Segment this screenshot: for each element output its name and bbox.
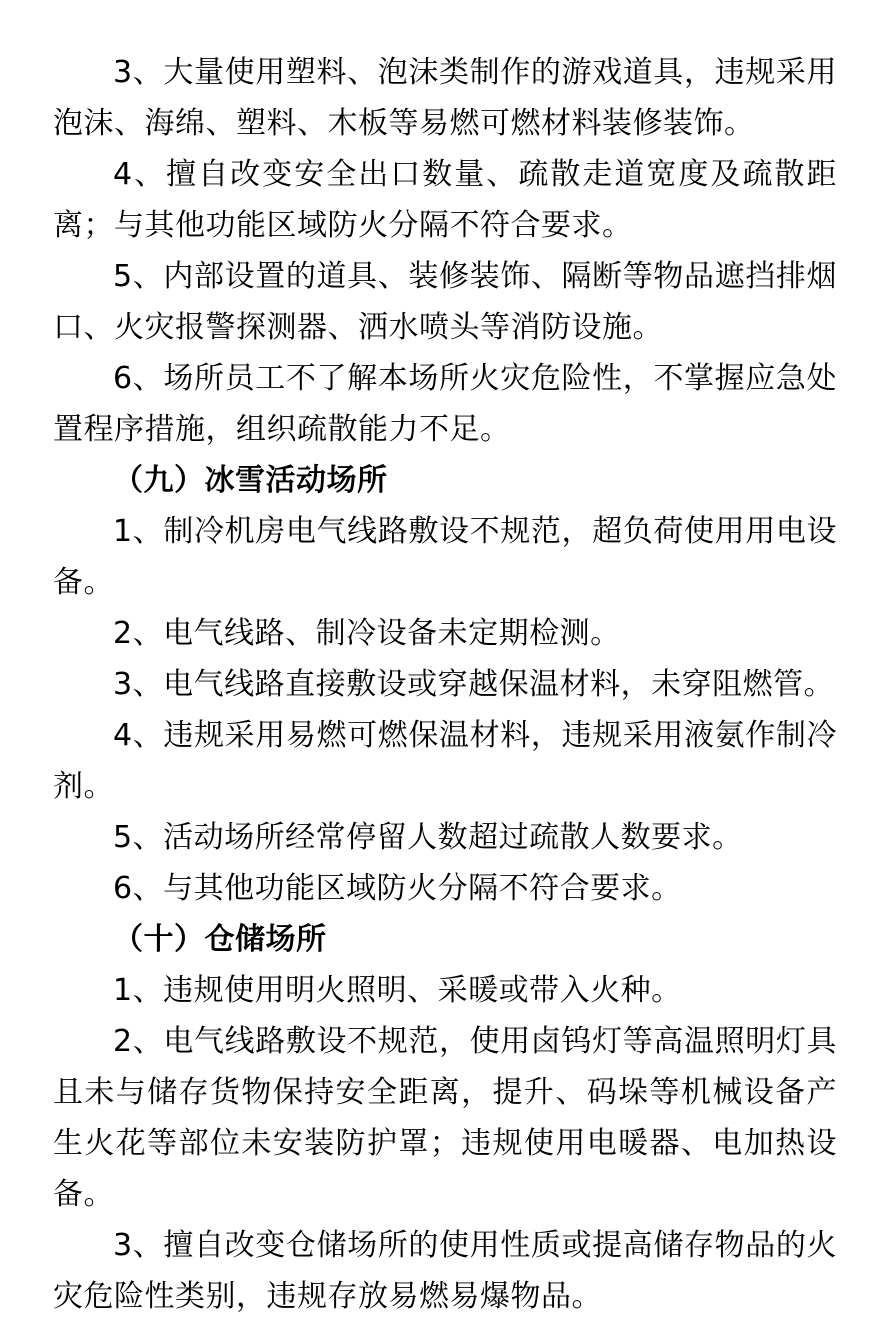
section-heading: （九）冰雪活动场所: [113, 463, 388, 498]
document-paragraph: 1、违规使用明火照明、采暖或带入火种。: [113, 973, 682, 1008]
document-paragraph: 6、场所员工不了解本场所火灾危险性，不掌握应急处置程序措施，组织疏散能力不足。: [53, 361, 837, 447]
document-paragraph: 5、内部设置的道具、装修装饰、隔断等物品遮挡排烟口、火灾报警探测器、洒水喷头等消防设施。: [53, 259, 837, 345]
document-paragraph: 3、擅自改变仓储场所的使用性质或提高储存物品的火灾危险性类别，违规存放易燃易爆物品。: [53, 1228, 837, 1314]
document-paragraph: 5、活动场所经常停留人数超过疏散人数要求。: [113, 820, 743, 855]
document-paragraph: 2、电气线路、制冷设备未定期检测。: [113, 616, 621, 651]
document-paragraph: 3、电气线路直接敷设或穿越保温材料，未穿阻燃管。: [113, 667, 835, 702]
section-heading: （十）仓储场所: [113, 922, 327, 957]
document-body: [53, 47, 837, 1322]
document-paragraph: 4、违规采用易燃可燃保温材料，违规采用液氨作制冷剂。: [53, 718, 837, 804]
document-paragraph: 4、擅自改变安全出口数量、疏散走道宽度及疏散距离；与其他功能区域防火分隔不符合要求。: [53, 157, 837, 243]
document-paragraph: 3、大量使用塑料、泡沫类制作的游戏道具，违规采用泡沫、海绵、塑料、木板等易燃可燃材料装修装饰。: [53, 55, 837, 141]
document-paragraph: 6、与其他功能区域防火分隔不符合要求。: [113, 871, 682, 906]
document-paragraph: 1、制冷机房电气线路敷设不规范，超负荷使用用电设备。: [53, 514, 837, 600]
document-paragraph: 2、电气线路敷设不规范，使用卤钨灯等高温照明灯具且未与储存货物保持安全距离，提升、码垛等机械设备产生火花等部位未安装防护罩；违规使用电暖器、电加热设备。: [53, 1024, 837, 1212]
